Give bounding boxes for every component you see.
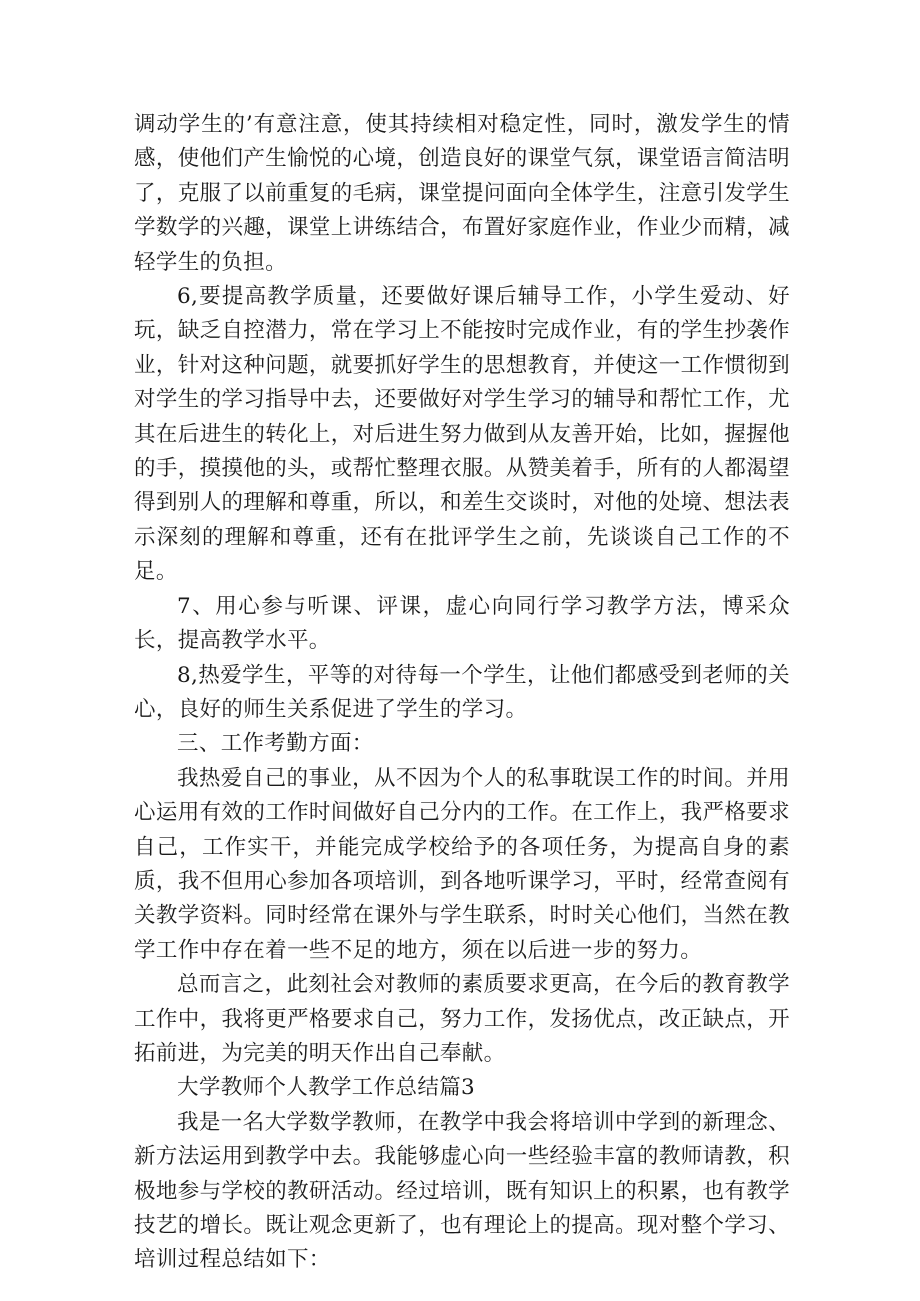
section-heading-attendance: 三、工作考勤方面：	[177, 731, 374, 757]
section-heading-part3: 大学教师个人教学工作总结篇3	[177, 1075, 476, 1101]
paragraph-part3-intro: 我是一名大学数学教师，在教学中我会将培训中学到的新理念、新方法运用到教学中去。我能够虚心向一些经验丰富的教师请教，积极地参与学校的教研活动。经过培训，既有知识上的积累，也有教学技艺的增长。既让观念更新了，也有理论上的提高。现对整个学习、培训过程总结如下：	[134, 1109, 790, 1273]
paragraph-conclusion: 总而言之，此刻社会对教师的素质要求更高，在今后的教育教学工作中，我将更严格要求自己，努力工作，发扬优点，改正缺点，开拓前进，为完美的明天作出自己奉献。	[134, 972, 790, 1066]
paragraph-item-8: 8,热爱学生，平等的对待每一个学生，让他们都感受到老师的关心，良好的师生关系促进了学生的学习。	[134, 662, 790, 722]
paragraph-item-6: 6,要提高教学质量，还要做好课后辅导工作，小学生爱动、好玩，缺乏自控潜力，常在学习上不能按时完成作业，有的学生抄袭作业，针对这种问题，就要抓好学生的思想教育，并使这一工作惯彻到对学生的学习指导中去，还要做好对学生学习的辅导和帮忙工作，尤其在后进生的转化上，对后进生努力做到从友善开始，比如，握握他的手，摸摸他的头，或帮忙整理衣服。从赞美着手，所有的人都渴望得到别人的理解和尊重，所以，和差生交谈时，对他的处境、想法表示深刻的理解和尊重，还有在批评学生之前，先谈谈自己工作的不足。	[134, 284, 790, 585]
document-page	[134, 108, 790, 1278]
paragraph-continuation: 调动学生的’有意注意，使其持续相对稳定性，同时，激发学生的情感，使他们产生愉悦的心境，创造良好的课堂气氛，课堂语言简洁明了，克服了以前重复的毛病，课堂提问面向全体学生，注意引发学生学数学的兴趣，课堂上讲练结合，布置好家庭作业，作业少而精，减轻学生的负担。	[134, 112, 790, 275]
paragraph-item-7: 7、用心参与听课、评课，虚心向同行学习教学方法，博采众长，提高教学水平。	[134, 593, 790, 654]
paragraph-attendance: 我热爱自己的事业，从不因为个人的私事耽误工作的时间。并用心运用有效的工作时间做好自己分内的工作。在工作上，我严格要求自己，工作实干，并能完成学校给予的各项任务，为提高自身的素质，我不但用心参加各项培训，到各地听课学习，平时，经常查阅有关教学资料。同时经常在课外与学生联系，时时关心他们，当然在教学工作中存在着一些不足的地方，须在以后进一步的努力。	[134, 765, 790, 963]
